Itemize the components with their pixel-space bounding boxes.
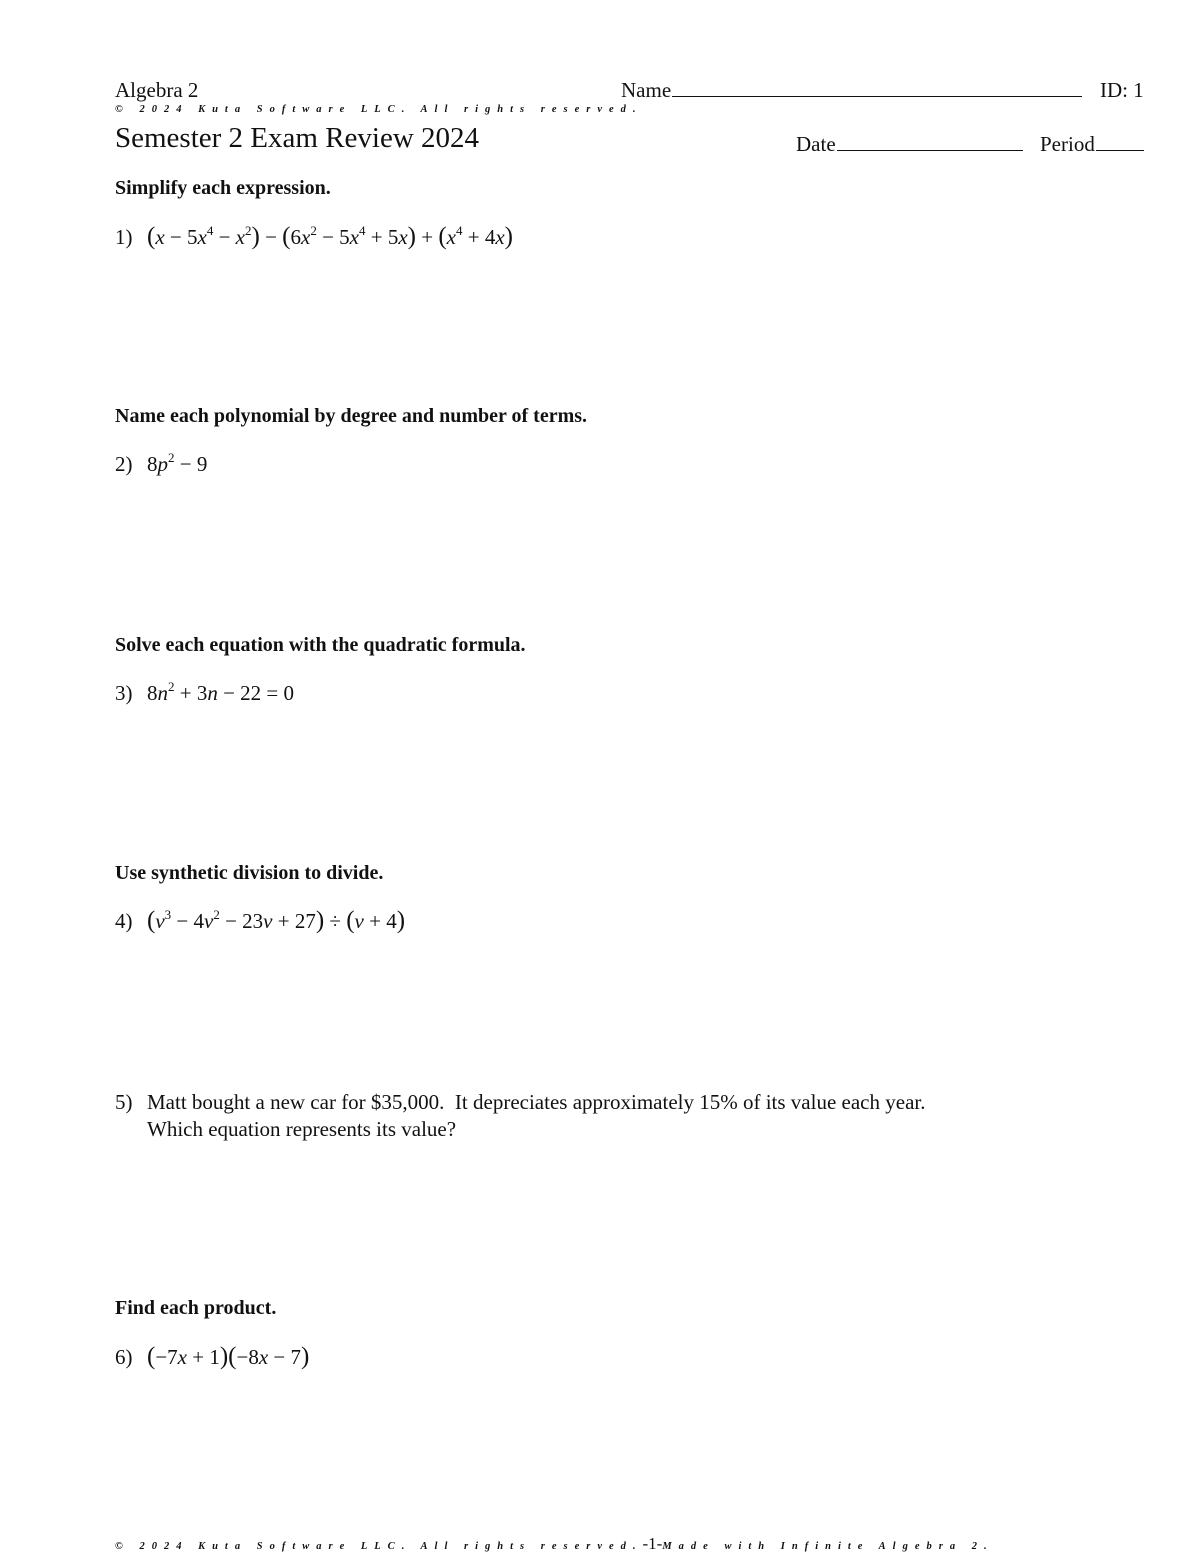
period-field[interactable] — [1040, 132, 1144, 157]
course-name: Algebra 2 — [115, 78, 199, 102]
name-field[interactable] — [621, 78, 1082, 103]
problem-1 — [115, 223, 513, 251]
footer-copyright: © 2024 Kuta Software LLC. All rights reserved. — [115, 1541, 643, 1552]
section-synthetic-instructions: Use synthetic division to divide. — [115, 862, 384, 884]
problem-5-number: 5) — [115, 1090, 133, 1114]
copyright-header: © 2024 Kuta Software LLC. All rights reserved. — [115, 104, 643, 115]
period-blank[interactable] — [1096, 132, 1144, 151]
problem-4 — [115, 907, 405, 935]
problem-4-expression: $(v^3 - 4v^2 - 23v + 27) \div (v + 4)$ — [147, 907, 406, 934]
problem-6 — [115, 1343, 309, 1371]
period-label: Period — [1040, 132, 1095, 156]
problem-4-number: 4) — [115, 909, 133, 933]
problem-2 — [115, 452, 207, 477]
date-label: Date — [796, 132, 836, 156]
problem-5 — [115, 1090, 925, 1115]
date-field[interactable] — [796, 132, 1023, 157]
problem-3-number: 3) — [115, 681, 133, 705]
problem-3 — [115, 681, 294, 706]
section-name-polynomial-instructions: Name each polynomial by degree and number of terms. — [115, 405, 588, 427]
problem-6-number: 6) — [115, 1345, 133, 1369]
problem-6-expression: (−7x + 1)(−8x − 7) — [147, 1343, 310, 1370]
name-label: Name — [621, 78, 672, 102]
footer-made-with: Made with Infinite Algebra 2. — [662, 1541, 994, 1552]
problem-2-number: 2) — [115, 452, 133, 476]
section-simplify-instructions: Simplify each expression. — [115, 177, 331, 199]
id-label: ID: 1 — [1100, 78, 1144, 102]
section-quadratic-instructions: Solve each equation with the quadratic formula. — [115, 634, 526, 656]
name-blank[interactable] — [672, 78, 1082, 97]
footer — [115, 1534, 994, 1553]
problem-5-line-2: Which equation represents its value? — [147, 1117, 457, 1141]
page-number: -1- — [642, 1534, 663, 1553]
page-title: Semester 2 Exam Review 2024 — [115, 122, 480, 154]
date-blank[interactable] — [837, 132, 1023, 151]
problem-3-expression: $8n^2 + 3n - 22 = 0$ — [147, 679, 295, 705]
section-product-instructions: Find each product. — [115, 1297, 277, 1319]
problem-5-line-1: Matt bought a new car for $35,000. It depreciates approximately 15% of its value each year. — [147, 1090, 926, 1114]
problem-2-expression: $8p^2 - 9$ — [147, 450, 208, 476]
problem-1-number: 1) — [115, 225, 133, 249]
problem-1-expression: $(x - 5x^4 - x^2) - (6x^2 - 5x^4 + 5x) + (x^4 + 4x)$ — [147, 223, 513, 250]
